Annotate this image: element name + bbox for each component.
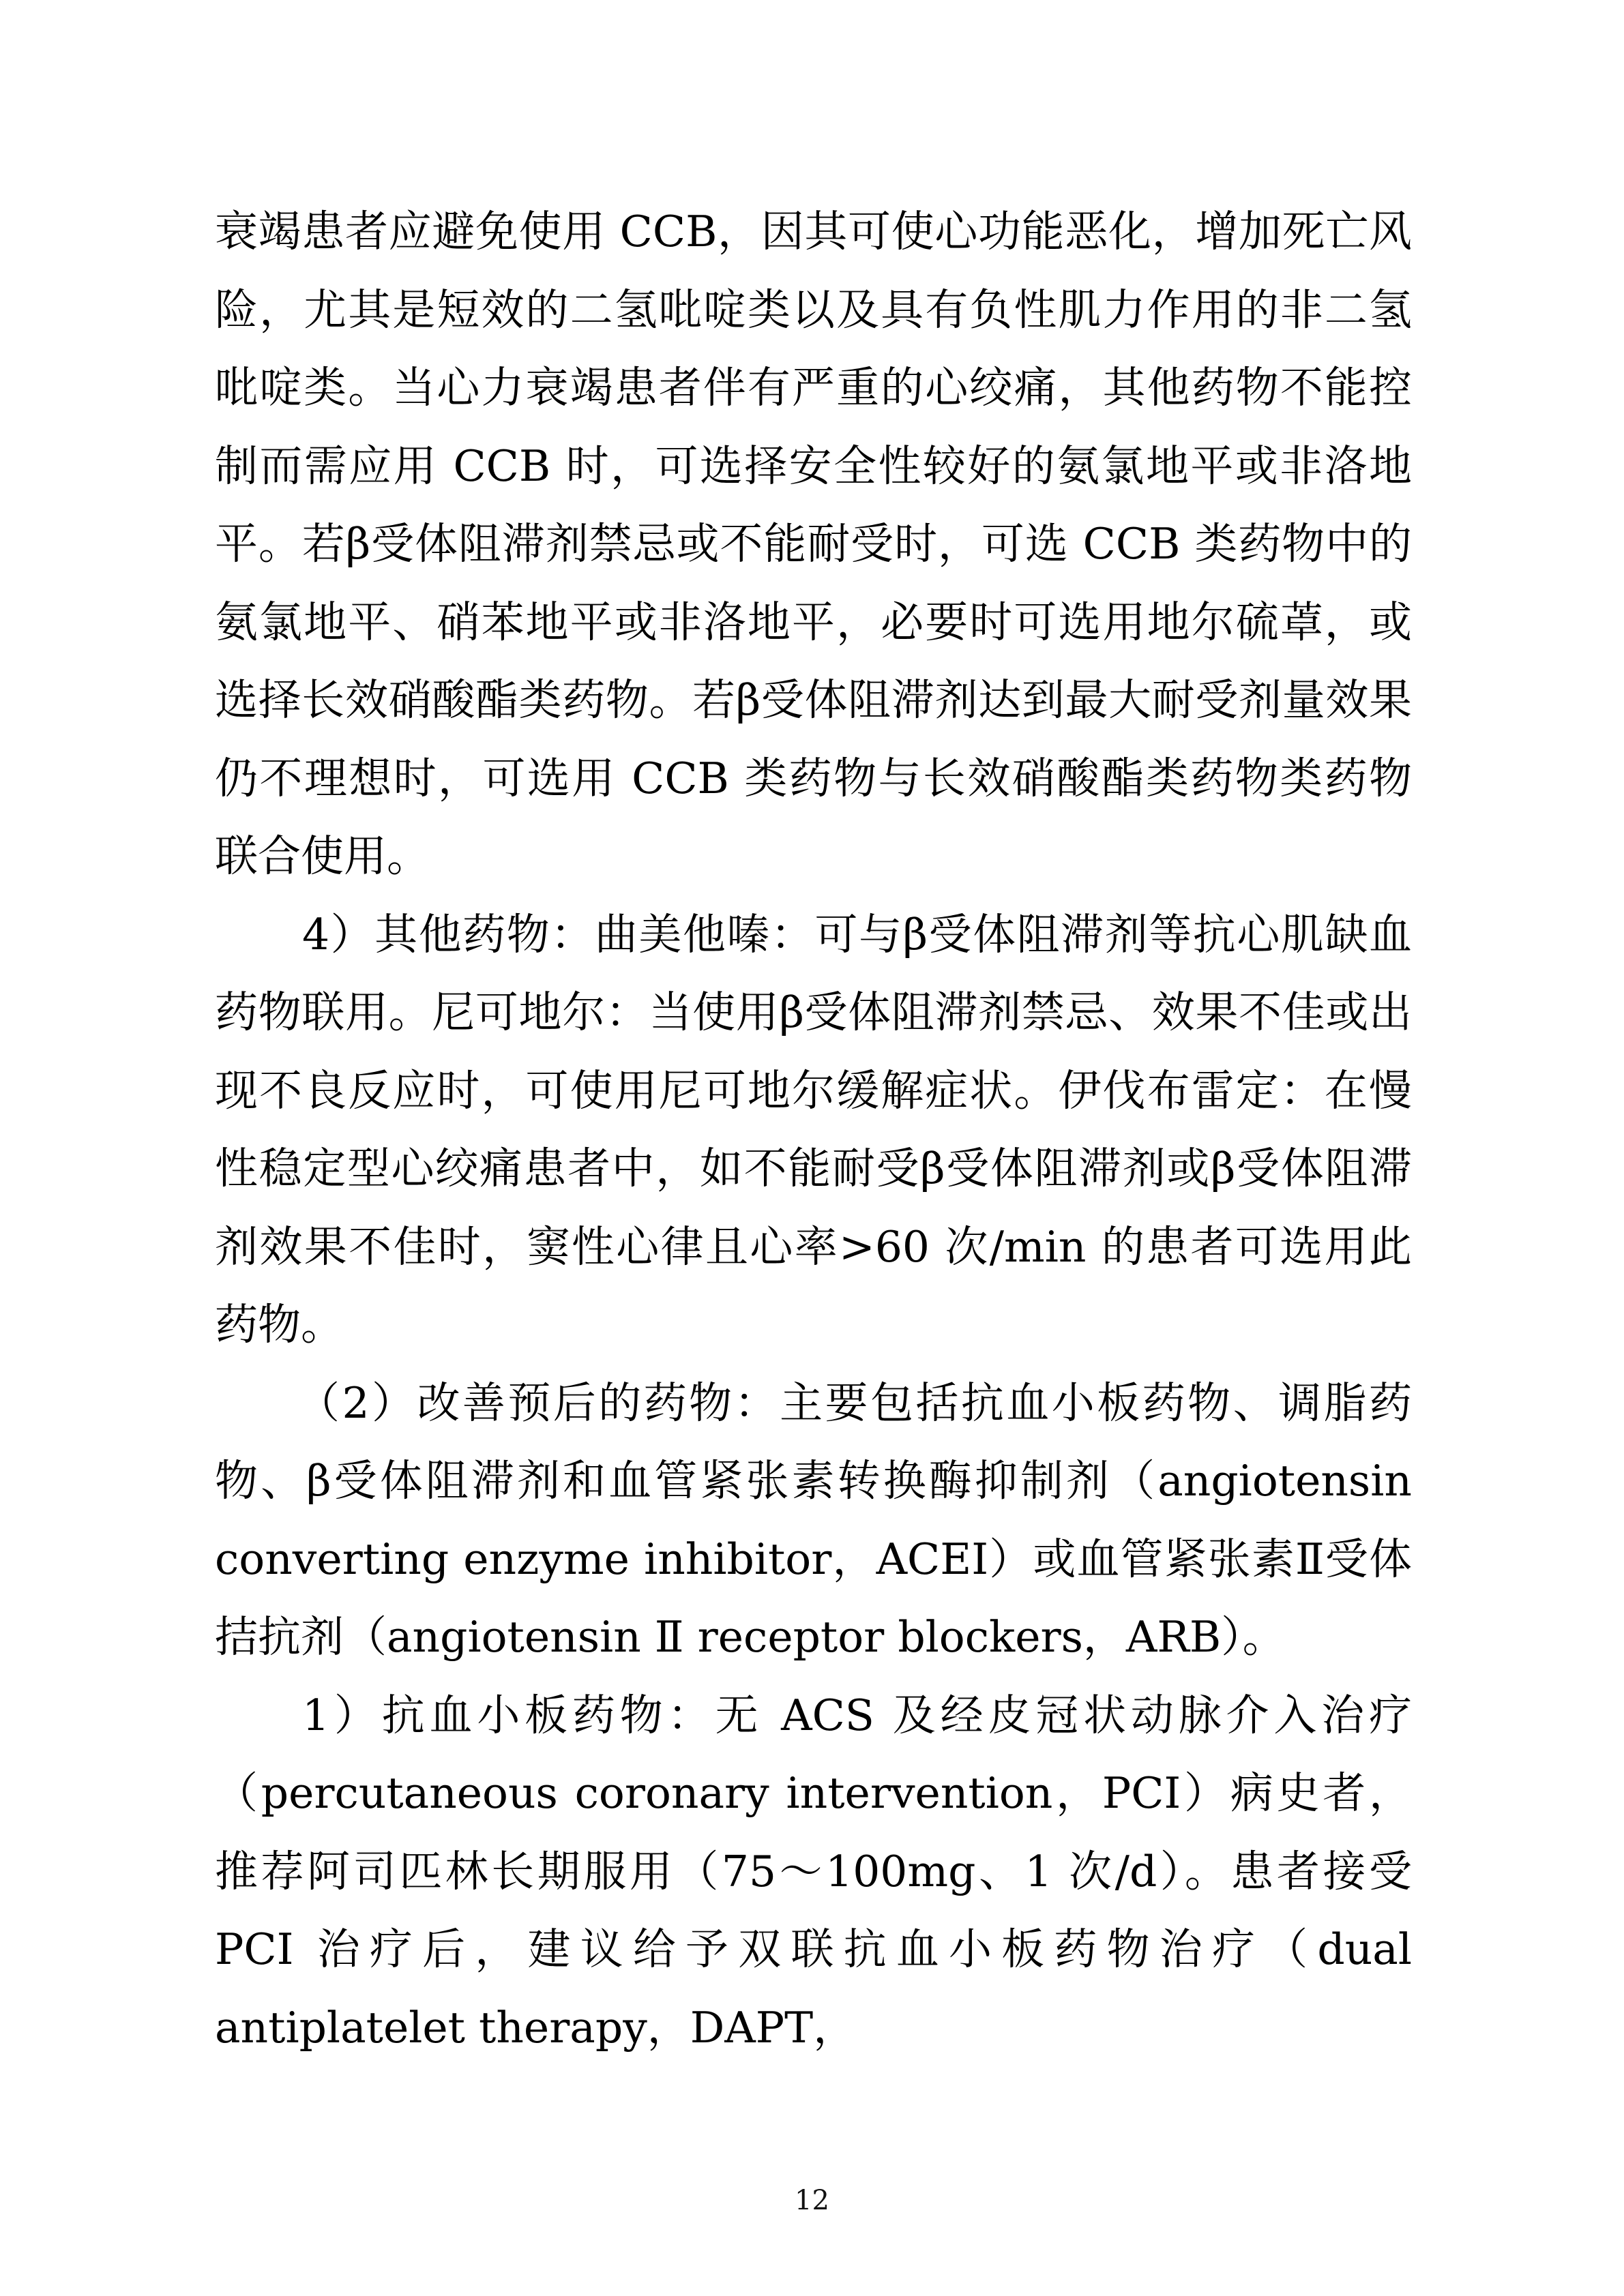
page-body-text	[215, 193, 1412, 2067]
paragraph-prognosis-drugs: （2）改善预后的药物：主要包括抗血小板药物、调脂药物、β受体阻滞剂和血管紧张素转换酶抑制剂（angiotensin converting enzyme inhibitor，ACEI）或血管紧张素Ⅱ受体拮抗剂（angiotensin Ⅱ receptor blockers，ARB）。	[215, 1377, 1412, 1662]
paragraph-ccb-heart-failure: 衰竭患者应避免使用 CCB，因其可使心功能恶化，增加死亡风险，尤其是短效的二氢吡啶类以及具有负性肌力作用的非二氢吡啶类。当心力衰竭患者伴有严重的心绞痛，其他药物不能控制而需应用 CCB 时，可选择安全性较好的氨氯地平或非洛地平。若β受体阻滞剂禁忌或不能耐受时，可选 CCB 类药物中的氨氯地平、硝苯地平或非洛地平，必要时可选用地尔硫䓬，或选择长效硝酸酯类药物。若β受体阻滞剂达到最大耐受剂量效果仍不理想时，可选用 CCB 类药物与长效硝酸酯类药物类药物联合使用。	[215, 207, 1412, 881]
paragraph-antiplatelet-drugs: 1）抗血小板药物：无 ACS 及经皮冠状动脉介入治疗（percutaneous coronary intervention，PCI）病史者，推荐阿司匹林长期服用（75～100mg、1 次/d）。患者接受 PCI 治疗后，建议给予双联抗血小板药物治疗（dual antiplatelet therapy，DAPT，	[215, 1690, 1412, 2053]
paragraph-other-drugs: 4）其他药物：曲美他嗪：可与β受体阻滞剂等抗心肌缺血药物联用。尼可地尔：当使用β受体阻滞剂禁忌、效果不佳或出现不良反应时，可使用尼可地尔缓解症状。伊伐布雷定：在慢性稳定型心绞痛患者中，如不能耐受β受体阻滞剂或β受体阻滞剂效果不佳时，窦性心律且心率>60 次/min 的患者可选用此药物。	[215, 909, 1412, 1350]
page-number: 12	[795, 2185, 829, 2216]
